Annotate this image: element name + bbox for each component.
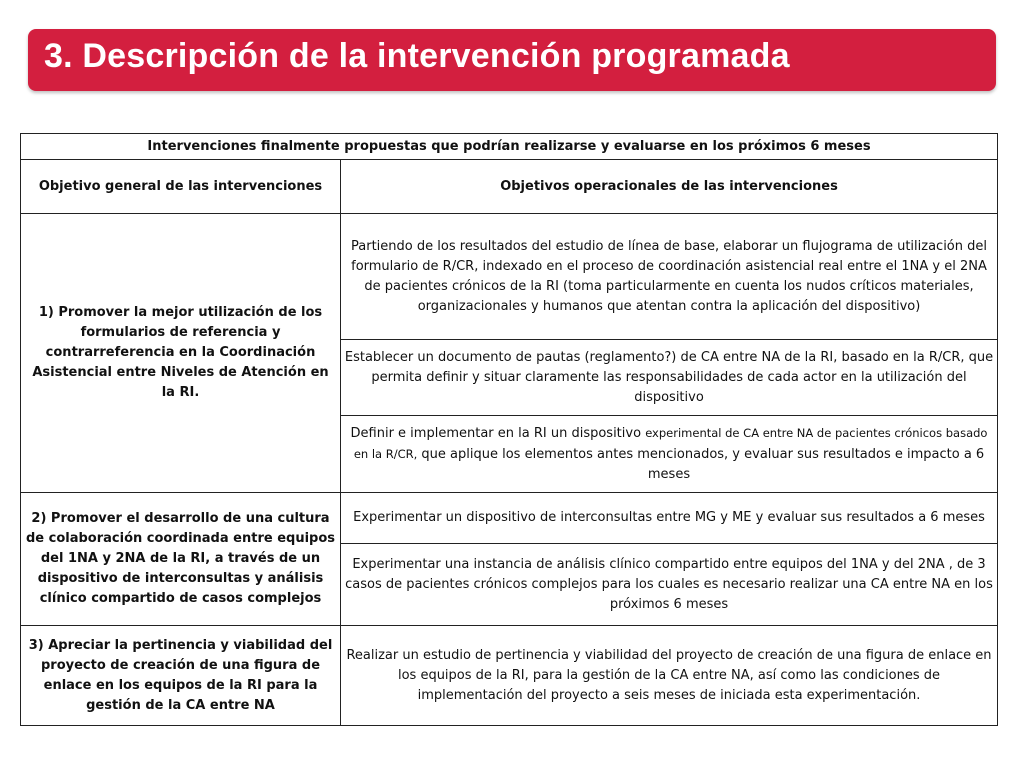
col-header-operational: Objetivos operacionales de las intervenciones — [341, 160, 998, 214]
table-banner: Intervenciones finalmente propuestas que podrían realizarse y evaluarse en los próximos 6 meses — [21, 134, 998, 160]
table-row — [21, 493, 998, 544]
general-objective-2: 2) Promover el desarrollo de una cultura de colaboración coordinada entre equipos del 1NA y 2NA de la RI, a través de un dispositivo de interconsultas y análisis clínico compartido de casos complejos — [21, 493, 341, 626]
general-objective-3: 3) Apreciar la pertinencia y viabilidad del proyecto de creación de una figura de enlace en los equipos de la RI para la gestión de la CA entre NA — [21, 626, 341, 726]
table-row — [21, 626, 998, 726]
table-row — [21, 214, 998, 340]
operational-objective-1-3-part3: que aplique los elementos antes mencionados, y evaluar sus resultados e impacto a 6 meses — [421, 447, 985, 482]
operational-objective-1-3-part1: Definir e implementar en la RI un dispositivo — [350, 426, 642, 441]
operational-objective-1-2: Establecer un documento de pautas (reglamento?) de CA entre NA de la RI, basado en la R/CR, que permita definir y situar claramente las responsabilidades de cada actor en la utilización del dispositivo — [341, 340, 998, 416]
interventions-table — [20, 133, 998, 726]
general-objective-1: 1) Promover la mejor utilización de los formularios de referencia y contrarreferencia en la Coordinación Asistencial entre Niveles de Atención en la RI. — [21, 214, 341, 493]
col-header-general: Objetivo general de las intervenciones — [21, 160, 341, 214]
table-header-row — [21, 160, 998, 214]
operational-objective-2-2: Experimentar una instancia de análisis clínico compartido entre equipos del 1NA y del 2NA , de 3 casos de pacientes crónicos complejos para los cuales es necesario realizar una CA entre NA en los próximos 6 meses — [341, 544, 998, 626]
title-banner — [28, 29, 996, 91]
operational-objective-1-1: Partiendo de los resultados del estudio de línea de base, elaborar un flujograma de utilización del formulario de R/CR, indexado en el proceso de coordinación asistencial real entre el 1NA y el 2NA de pacientes crónicos de la RI (toma particularmente en cuenta los nudos críticos materiales, organizacionales y humanos que atentan contra la aplicación del dispositivo) — [341, 214, 998, 340]
operational-objective-1-3-part2: experimental de CA entre NA de pacientes crónicos basado en la R/CR, — [353, 426, 988, 461]
operational-objective-1-3 — [341, 416, 998, 493]
table-banner-row — [21, 134, 998, 160]
operational-objective-2-1: Experimentar un dispositivo de interconsultas entre MG y ME y evaluar sus resultados a 6 meses — [341, 493, 998, 544]
operational-objective-3-1: Realizar un estudio de pertinencia y viabilidad del proyecto de creación de una figura de enlace en los equipos de la RI, para la gestión de la CA entre NA, así como las condiciones de implementación del proyecto a seis meses de iniciada esta experimentación. — [341, 626, 998, 726]
page-title: 3. Descripción de la intervención programada — [44, 37, 790, 75]
